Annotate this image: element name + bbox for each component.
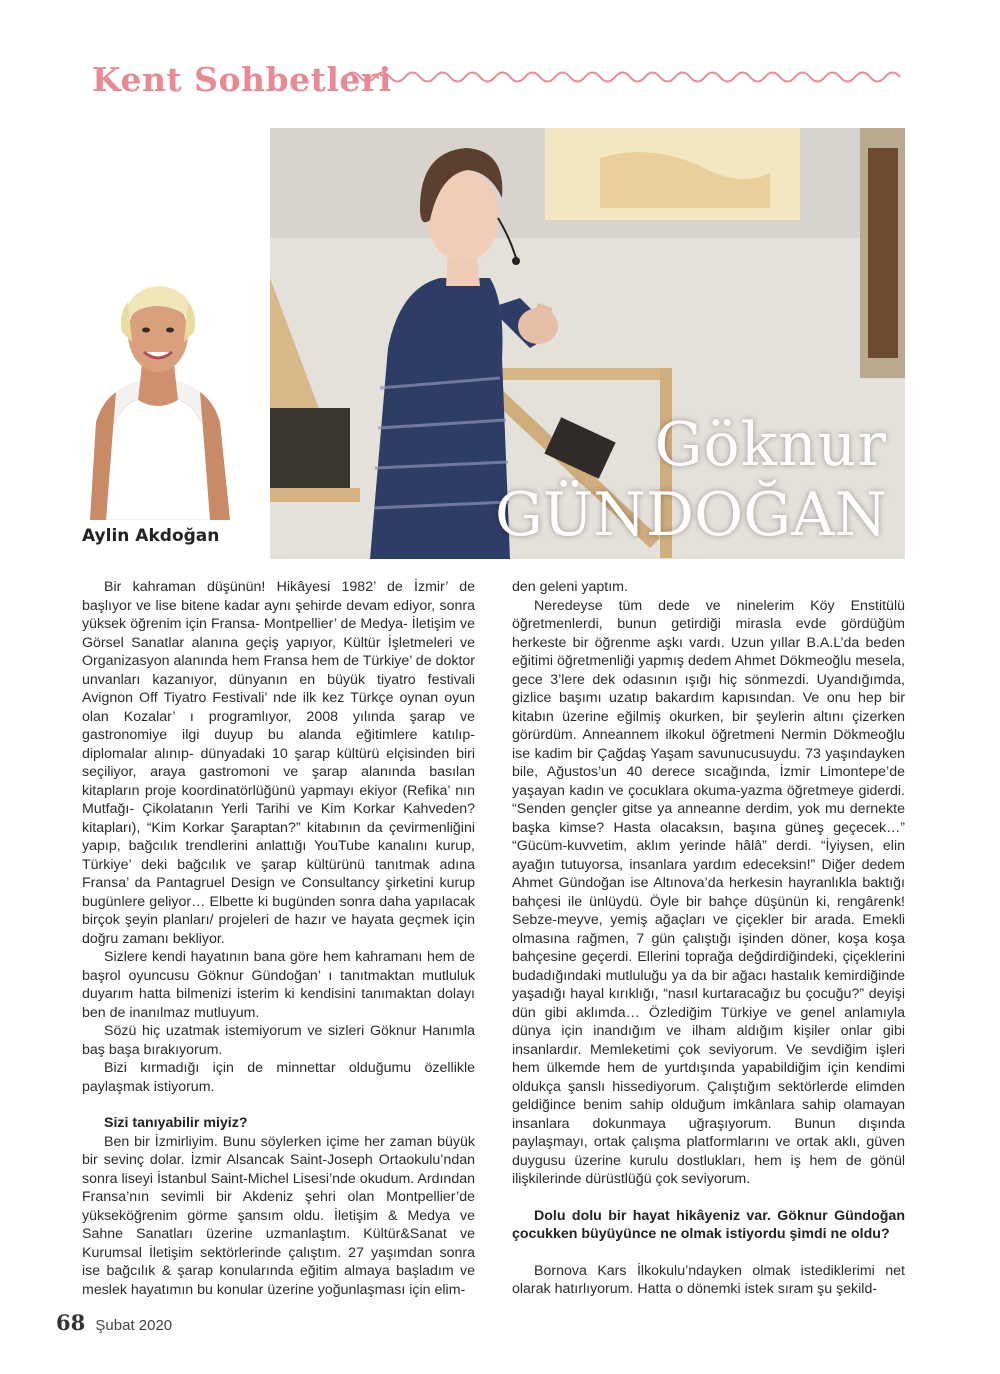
paragraph: Bir kahraman düşünün! Hikâyesi 1982’ de İzmir’ de başlıyor ve lise bitene kadar aynı şehirde devam ediyor, sonra yüksek öğrenim için Fransa- Montpellier’ de Medya- İletişim ve Görsel Sanatlar alanına geçiş yapıyor, Kültür İşletmeleri ve Organizasyon alanında hem Fransa hem de Türkiye’ de doktor unvanları kazanıyor, dünyanın en büyük tiyatro festivali Avignon Off Tiyatro Festivali’ nde ilk kez Türkçe oynan oyun olan Kozalar’ ı programlıyor, 2008 yılında şarap ve gastronomiye ilgi duyup bu alanda eğitimlere katılıp- diplomalar alınıp- dünyadaki 10 şarap kültürü elçisinden biri seçiliyor, araya gastromoni ve şarap alanında basılan kitapların proje koordinatörlüğünü yapmayı ekiyor (Refika’ nın Mutfağı- Çikolatanın Yerli Tarihi ve Kim Korkar Kahveden? kitapları), “Kim Korkar Şaraptan?” kitabının da çevirmenliğini yapıp, bağcılık trendlerini anlattığı YouTube kanalını kurup, Türkiye’ deki bağcılık ve şarap kültürünü tanıtmak adına Fransa’ da Pantagruel Design ve Consultancy şirketini kurup bugünlere geliyor… Elbette ki bugünden sonra daha yapılacak birçok şeyin planları/ projeleri de hazır ve hayata geçmek için doğru zamanı bekliyor.	[82, 579, 475, 947]
author-photo	[82, 272, 234, 520]
decorative-wave-divider	[345, 66, 905, 88]
paragraph: Sözü hiç uzatmak istemiyorum ve sizleri Göknur Hanımla baş başa bırakıyorum.	[82, 1023, 475, 1058]
issue-date: Şubat 2020	[95, 1317, 173, 1334]
hero-first-name: Göknur	[654, 410, 887, 480]
spacer	[82, 1096, 475, 1114]
article-column-left	[82, 578, 475, 1299]
paragraph: Sizlere kendi hayatının bana göre hem kahramanı hem de başrol oyuncusu Göknur Gündoğan’ ı tanıtmaktan mutluluk duyarım hatta bilmenizi isterim ki kendisini tanımaktan dolayı ben de inanılmaz mutluyum.	[82, 949, 475, 1021]
paragraph: Bizi kırmadığı için de minnettar olduğumu özellikle paylaşmak istiyorum.	[82, 1060, 475, 1095]
hero-last-name: GÜNDOĞAN	[494, 480, 887, 550]
spacer	[512, 1244, 905, 1262]
paragraph: Neredeyse tüm dede ve ninelerim Köy Enstitülü öğretmenlerdi, bunun getirdiği mirasla evde gördüğüm herkeste bir öğrenme aşkı vardı. Uzun yıllar B.A.L’da beden eğitimi öğretmenliği yapmış dedem Ahmet Dökmeoğlu mesela, gece 3’lere dek odasının ışığı hiç sönmezdi. Uyandığımda, gizlice başımı uzatıp bakardım kapısından. Ve onu hep bir kitabın üzerine eğilmiş okurken, bir şeylerin altını çizerken görürdüm. Anneannem ilkokul öğretmeni Nermin Dökmeoğlu ise kadim bir Çağdaş Yaşam savunucusuydu. 73 yaşındayken bile, Ağustos’un 40 derece sıcağında, İzmir Limontepe’de yaşayan kadın ve çocuklara okuma-yazma öğretmeye giderdi. “Senden gençler gitse ya anneanne derdim, yok mu dernekte başka kimse? Hasta olacaksın, başına güneş geçecek…” “Gücüm-kuvvetim, aklım yerinde hâlâ” derdi. “İyiysen, elin ayağın tutuyorsa, insanlara yardım edeceksin!” Diğer dedem Ahmet Gündoğan ise Altınova’da herkesin hayranlıkla baktığı bahçesi ile ünlüydü. Öyle bir bahçe düşünün ki, rengârenk! Sebze-meyve, yemiş ağaçları ve çiçekler bir arada. Emekli olmasına rağmen, 7 gün çalıştığı işinden döner, koşa koşa bahçesine geçerdi. Ellerini toprağa değdirdiğindeki, çiçeklerini budadığındaki mutluluğu ya da bir ağacı hastalık kemirdiğinde yaşadığı hayal kırıklığı, “nasıl kurtaracağız bu çocuğu?” deyişi dün gibi aklımda… Özlediğim Türkiye ve genel anlamıyla dünya için inandığım ve ilham aldığım kişiler onlar gibi insanlardır. Memleketimi çok seviyorum. Ve sevdiğim işleri hem ülkemde hem de yurtdışında yapabildiğim için kendimi oldukça şanslı hissediyorum. Çalıştığım sektörlerde elimden geldiğince benim sahip olduğum imkânlara sahip olamayan insanlara dokunmaya uğraşıyorum. Bunun dışında paylaşmayı, ortak çalışma platformlarını ve ortak aklı, güven duygusu üzerine kurulu dostlukları, hem iş hem de gönül ilişkilerinde dürüstlüğü çok seviyorum.	[512, 597, 905, 1187]
page-footer	[56, 1310, 172, 1335]
paragraph: Ben bir İzmirliyim. Bunu söylerken içime her zaman büyük bir sevinç dolar. İzmir Alsancak Saint-Joseph Ortaokulu’ndan sonra liseyi İstanbul Saint-Michel Lisesi’nde okudum. Ardından Fransa’nın sevimli bir Akdeniz şehri olan Montpellier’de yükseköğrenim görme şansım oldu. İletişim & Medya ve Sahne Sanatları üzerine uzmanlaştım. Kültür&Sanat ve Kurumsal İletişim sektörlerinde çalıştım. 27 yaşımdan sonra ise bağcılık & şarap konularında eğitim almaya başladım ve meslek hayatımın bu konular üzerine yoğunlaşması için elim-	[82, 1133, 475, 1298]
paragraph: den geleni yaptım.	[512, 579, 628, 595]
section-title: Kent Sohbetleri	[92, 60, 392, 99]
page-number: 68	[56, 1310, 86, 1335]
article-column-right	[512, 578, 905, 1299]
spacer	[512, 1189, 905, 1207]
paragraph: Bornova Kars İlkokulu’ndayken olmak istediklerimi net olarak hatırlıyorum. Hatta o dönemki istek sıram şu şekild-	[512, 1262, 905, 1297]
hero-name-overlay	[494, 410, 887, 550]
interview-question: Dolu dolu bir hayat hikâyeniz var. Göknur Gündoğan çocukken büyüyünce ne olmak istiyordu şimdi ne oldu?	[512, 1207, 905, 1242]
author-name: Aylin Akdoğan	[82, 526, 220, 546]
hero-photo	[270, 128, 905, 559]
interview-question: Sizi tanıyabilir miyiz?	[104, 1115, 248, 1131]
